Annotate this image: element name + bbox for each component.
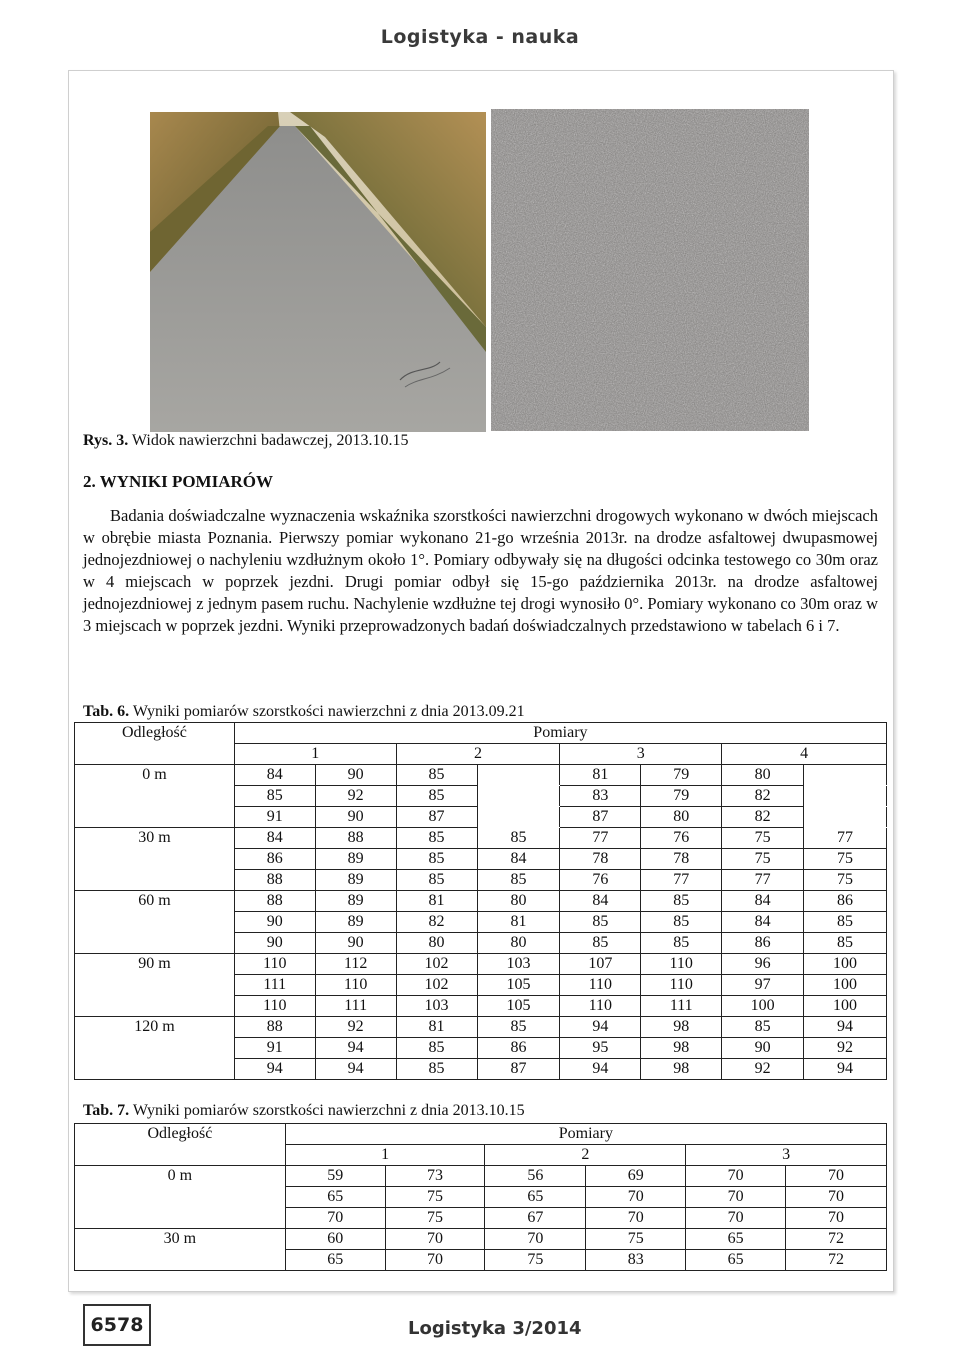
row-label: 60 m [75,891,235,912]
table-row [75,954,887,975]
table7-caption [83,1102,525,1120]
subheader-1: 1 [285,1145,485,1166]
table-cell: 94 [804,1017,887,1038]
table-row [75,1038,887,1059]
table-cell: 75 [804,870,887,891]
table-cell: 72 [786,1229,887,1250]
table-cell: 88 [234,891,315,912]
subheader-3: 3 [686,1145,887,1166]
subheader-4: 4 [722,744,887,765]
table-cell: 75 [586,1229,686,1250]
empty-cell [75,1145,286,1166]
table-row [75,975,887,996]
table-cell: 105 [477,975,560,996]
road-photo [150,112,486,432]
table-cell [804,765,887,786]
table6-caption-text: Wyniki pomiarów szorstkości nawierzchni z dnia 2013.09.21 [129,703,525,720]
col-header-distance: Odległość [75,723,235,744]
table-cell: 75 [722,828,804,849]
table7 [74,1123,887,1271]
table-cell: 89 [315,891,396,912]
body-paragraph: Badania doświadczalne wyznaczenia wskaźnika szorstkości nawierzchni drogowych wykonano w dwóch miejscach w obrębie miasta Poznania. Pierwszy pomiar wykonano 21-go września 2013r. na drodze asfaltowej dwupasmowej jednojezdniowej o nachyleniu wzdłużnym około 1°. Pomiary odbywały się na długości odcinka testowego co 30m oraz w 4 miejscach w poprzek jezdni. Drugi pomiar odbył się 15-go października 2013r. na drodze asfaltowej jednojezdniowej z jednym pasem ruchu. Nachylenie wzdłużne tej drogi wynosiło 0°. Pomiary wykonano co 30m oraz w 3 miejscach w poprzek jezdni. Wyniki przeprowadzonych badań doświadczalnych przedstawiono w tabelach 6 i 7. [83,506,878,635]
table-cell: 65 [686,1250,786,1271]
table-cell: 84 [234,828,315,849]
table-cell: 80 [477,891,560,912]
table-cell: 75 [385,1187,485,1208]
col-header-distance: Odległość [75,1124,286,1145]
running-header: Logistyka - nauka [380,26,580,48]
table-cell: 59 [285,1166,385,1187]
table-cell: 91 [234,807,315,828]
table-row [75,912,887,933]
table-row [75,765,887,786]
table-cell: 56 [485,1166,586,1187]
table-cell: 110 [234,996,315,1017]
table-cell: 85 [396,828,477,849]
table-cell: 78 [641,849,722,870]
table-row [75,807,887,828]
table-cell: 80 [722,765,804,786]
table-row [75,1059,887,1080]
table-cell: 69 [586,1166,686,1187]
table-cell: 85 [804,933,887,954]
table-cell: 87 [560,807,641,828]
table-row [75,1017,887,1038]
figure-caption-text: Widok nawierzchni badawczej, 2013.10.15 [128,432,409,449]
table-cell: 82 [722,786,804,807]
table-row [75,933,887,954]
table-subheader-row [75,1145,887,1166]
table-cell: 110 [560,975,641,996]
table-cell: 89 [315,870,396,891]
table-cell: 111 [315,996,396,1017]
table-row [75,996,887,1017]
table-cell: 84 [722,891,804,912]
table7-caption-text: Wyniki pomiarów szorstkości nawierzchni z dnia 2013.10.15 [129,1102,525,1119]
table-cell: 85 [560,912,641,933]
table-cell: 102 [396,954,477,975]
table-cell: 85 [804,912,887,933]
row-label: 90 m [75,954,235,975]
table-cell: 82 [396,912,477,933]
table-cell: 70 [485,1229,586,1250]
table-cell: 85 [477,870,560,891]
table-row [75,1208,887,1229]
table-cell: 110 [641,954,722,975]
subheader-2: 2 [485,1145,686,1166]
table-cell: 84 [477,849,560,870]
table-cell: 84 [722,912,804,933]
table6 [74,722,887,1080]
table-cell: 72 [786,1250,887,1271]
table-cell [477,786,560,807]
table-cell: 75 [722,849,804,870]
row-label-empty [75,786,235,807]
table-cell: 97 [722,975,804,996]
table-cell: 77 [722,870,804,891]
table-cell: 81 [560,765,641,786]
table-cell: 91 [234,1038,315,1059]
table-cell: 60 [285,1229,385,1250]
table-cell: 85 [477,828,560,849]
asphalt-texture-photo [491,109,809,431]
table-cell: 98 [641,1059,722,1080]
table-cell: 89 [315,912,396,933]
table-cell: 105 [477,996,560,1017]
table-cell: 110 [234,954,315,975]
table-cell: 70 [686,1187,786,1208]
table-cell: 77 [641,870,722,891]
row-label: 0 m [75,1166,286,1187]
table6-caption [83,703,525,721]
table-cell: 70 [285,1208,385,1229]
table-cell: 92 [315,1017,396,1038]
col-header-measurements: Pomiary [234,723,886,744]
table-cell: 86 [234,849,315,870]
col-header-measurements: Pomiary [285,1124,886,1145]
table-cell: 70 [686,1208,786,1229]
table-cell: 85 [396,765,477,786]
table-cell: 85 [641,912,722,933]
table-cell: 70 [385,1250,485,1271]
table-cell: 84 [234,765,315,786]
table-cell: 94 [804,1059,887,1080]
table-cell: 100 [804,954,887,975]
row-label-empty [75,975,235,996]
table-cell: 73 [385,1166,485,1187]
table-cell: 70 [586,1208,686,1229]
row-label-empty [75,996,235,1017]
table-cell: 77 [804,828,887,849]
table-cell: 100 [804,975,887,996]
table-cell: 75 [485,1250,586,1271]
table-cell: 70 [786,1166,887,1187]
table-cell: 110 [315,975,396,996]
journal-footer: Logistyka 3/2014 [408,1318,582,1339]
table-cell: 89 [315,849,396,870]
table-cell: 98 [641,1017,722,1038]
table-cell: 70 [385,1229,485,1250]
table-cell: 85 [396,870,477,891]
row-label-empty [75,933,235,954]
section-title: 2. WYNIKI POMIARÓW [83,472,273,491]
table-cell: 94 [560,1059,641,1080]
table-cell: 110 [560,996,641,1017]
table-cell: 98 [641,1038,722,1059]
row-label-empty [75,1187,286,1208]
table-row [75,1187,887,1208]
table-cell: 85 [396,786,477,807]
row-label-empty [75,849,235,870]
table-cell [804,786,887,807]
table-cell: 70 [686,1166,786,1187]
table-header-row [75,723,887,744]
row-label-empty [75,1250,286,1271]
table-subheader-row [75,744,887,765]
table-cell: 79 [641,765,722,786]
table-cell: 80 [477,933,560,954]
table-cell: 81 [396,1017,477,1038]
table-row [75,870,887,891]
table-row [75,828,887,849]
table-cell: 85 [396,849,477,870]
table-cell: 70 [586,1187,686,1208]
table-row [75,1250,887,1271]
row-label-empty [75,1208,286,1229]
table-cell: 90 [234,912,315,933]
table-cell: 85 [641,891,722,912]
table-cell: 86 [804,891,887,912]
table-cell: 95 [560,1038,641,1059]
table-cell: 80 [396,933,477,954]
table-cell: 94 [315,1038,396,1059]
subheader-3: 3 [560,744,722,765]
table-row [75,891,887,912]
table-cell: 102 [396,975,477,996]
table-cell: 87 [477,1059,560,1080]
table-cell: 111 [641,996,722,1017]
table-cell: 85 [396,1038,477,1059]
table-cell: 88 [234,870,315,891]
table-cell: 85 [477,1017,560,1038]
table-cell: 94 [315,1059,396,1080]
row-label-empty [75,807,235,828]
table-cell: 103 [477,954,560,975]
table-cell: 65 [285,1187,385,1208]
table-row [75,1229,887,1250]
table-cell: 84 [560,891,641,912]
table-row [75,1166,887,1187]
table-cell: 92 [315,786,396,807]
table-cell: 85 [722,1017,804,1038]
table-cell: 82 [722,807,804,828]
row-label: 30 m [75,1229,286,1250]
table-cell: 65 [485,1187,586,1208]
table-cell: 70 [786,1208,887,1229]
table-cell: 77 [560,828,641,849]
row-label-empty [75,1059,235,1080]
table-cell: 83 [560,786,641,807]
row-label-empty [75,870,235,891]
table-cell [477,765,560,786]
table-cell: 96 [722,954,804,975]
table-cell: 81 [396,891,477,912]
table7-label: Tab. 7. [83,1102,130,1119]
table-cell: 67 [485,1208,586,1229]
table-cell: 86 [477,1038,560,1059]
table-cell: 90 [234,933,315,954]
table-row [75,786,887,807]
row-label: 0 m [75,765,235,786]
table-cell: 94 [560,1017,641,1038]
table-cell: 85 [560,933,641,954]
table-cell: 90 [315,933,396,954]
table-cell: 107 [560,954,641,975]
table-cell [804,807,887,828]
table-cell: 112 [315,954,396,975]
table-cell: 75 [804,849,887,870]
table-cell: 94 [234,1059,315,1080]
table-cell: 76 [560,870,641,891]
table-header-row [75,1124,887,1145]
table-cell: 65 [285,1250,385,1271]
table-cell [477,807,560,828]
table-cell: 90 [315,807,396,828]
table-cell: 85 [641,933,722,954]
table-cell: 103 [396,996,477,1017]
table-cell: 79 [641,786,722,807]
row-label: 120 m [75,1017,235,1038]
page-number: 6578 [83,1304,151,1346]
table-row [75,849,887,870]
table-cell: 110 [641,975,722,996]
table-cell: 90 [315,765,396,786]
table-cell: 85 [234,786,315,807]
row-label: 30 m [75,828,235,849]
table-cell: 88 [234,1017,315,1038]
table-cell: 83 [586,1250,686,1271]
table-cell: 92 [722,1059,804,1080]
row-label-empty [75,912,235,933]
subheader-2: 2 [396,744,560,765]
table-cell: 70 [786,1187,887,1208]
figure-caption [83,432,409,450]
table-cell: 80 [641,807,722,828]
table-cell: 85 [396,1059,477,1080]
table-cell: 111 [234,975,315,996]
table-cell: 76 [641,828,722,849]
table-cell: 87 [396,807,477,828]
table-cell: 78 [560,849,641,870]
figure-label: Rys. 3. [83,432,129,449]
empty-cell [75,744,235,765]
table-cell: 81 [477,912,560,933]
table-cell: 75 [385,1208,485,1229]
subheader-1: 1 [234,744,396,765]
table6-label: Tab. 6. [83,703,130,720]
table-cell: 92 [804,1038,887,1059]
table-cell: 88 [315,828,396,849]
table-cell: 100 [722,996,804,1017]
row-label-empty [75,1038,235,1059]
table-cell: 100 [804,996,887,1017]
table-cell: 65 [686,1229,786,1250]
table-cell: 90 [722,1038,804,1059]
table-cell: 86 [722,933,804,954]
